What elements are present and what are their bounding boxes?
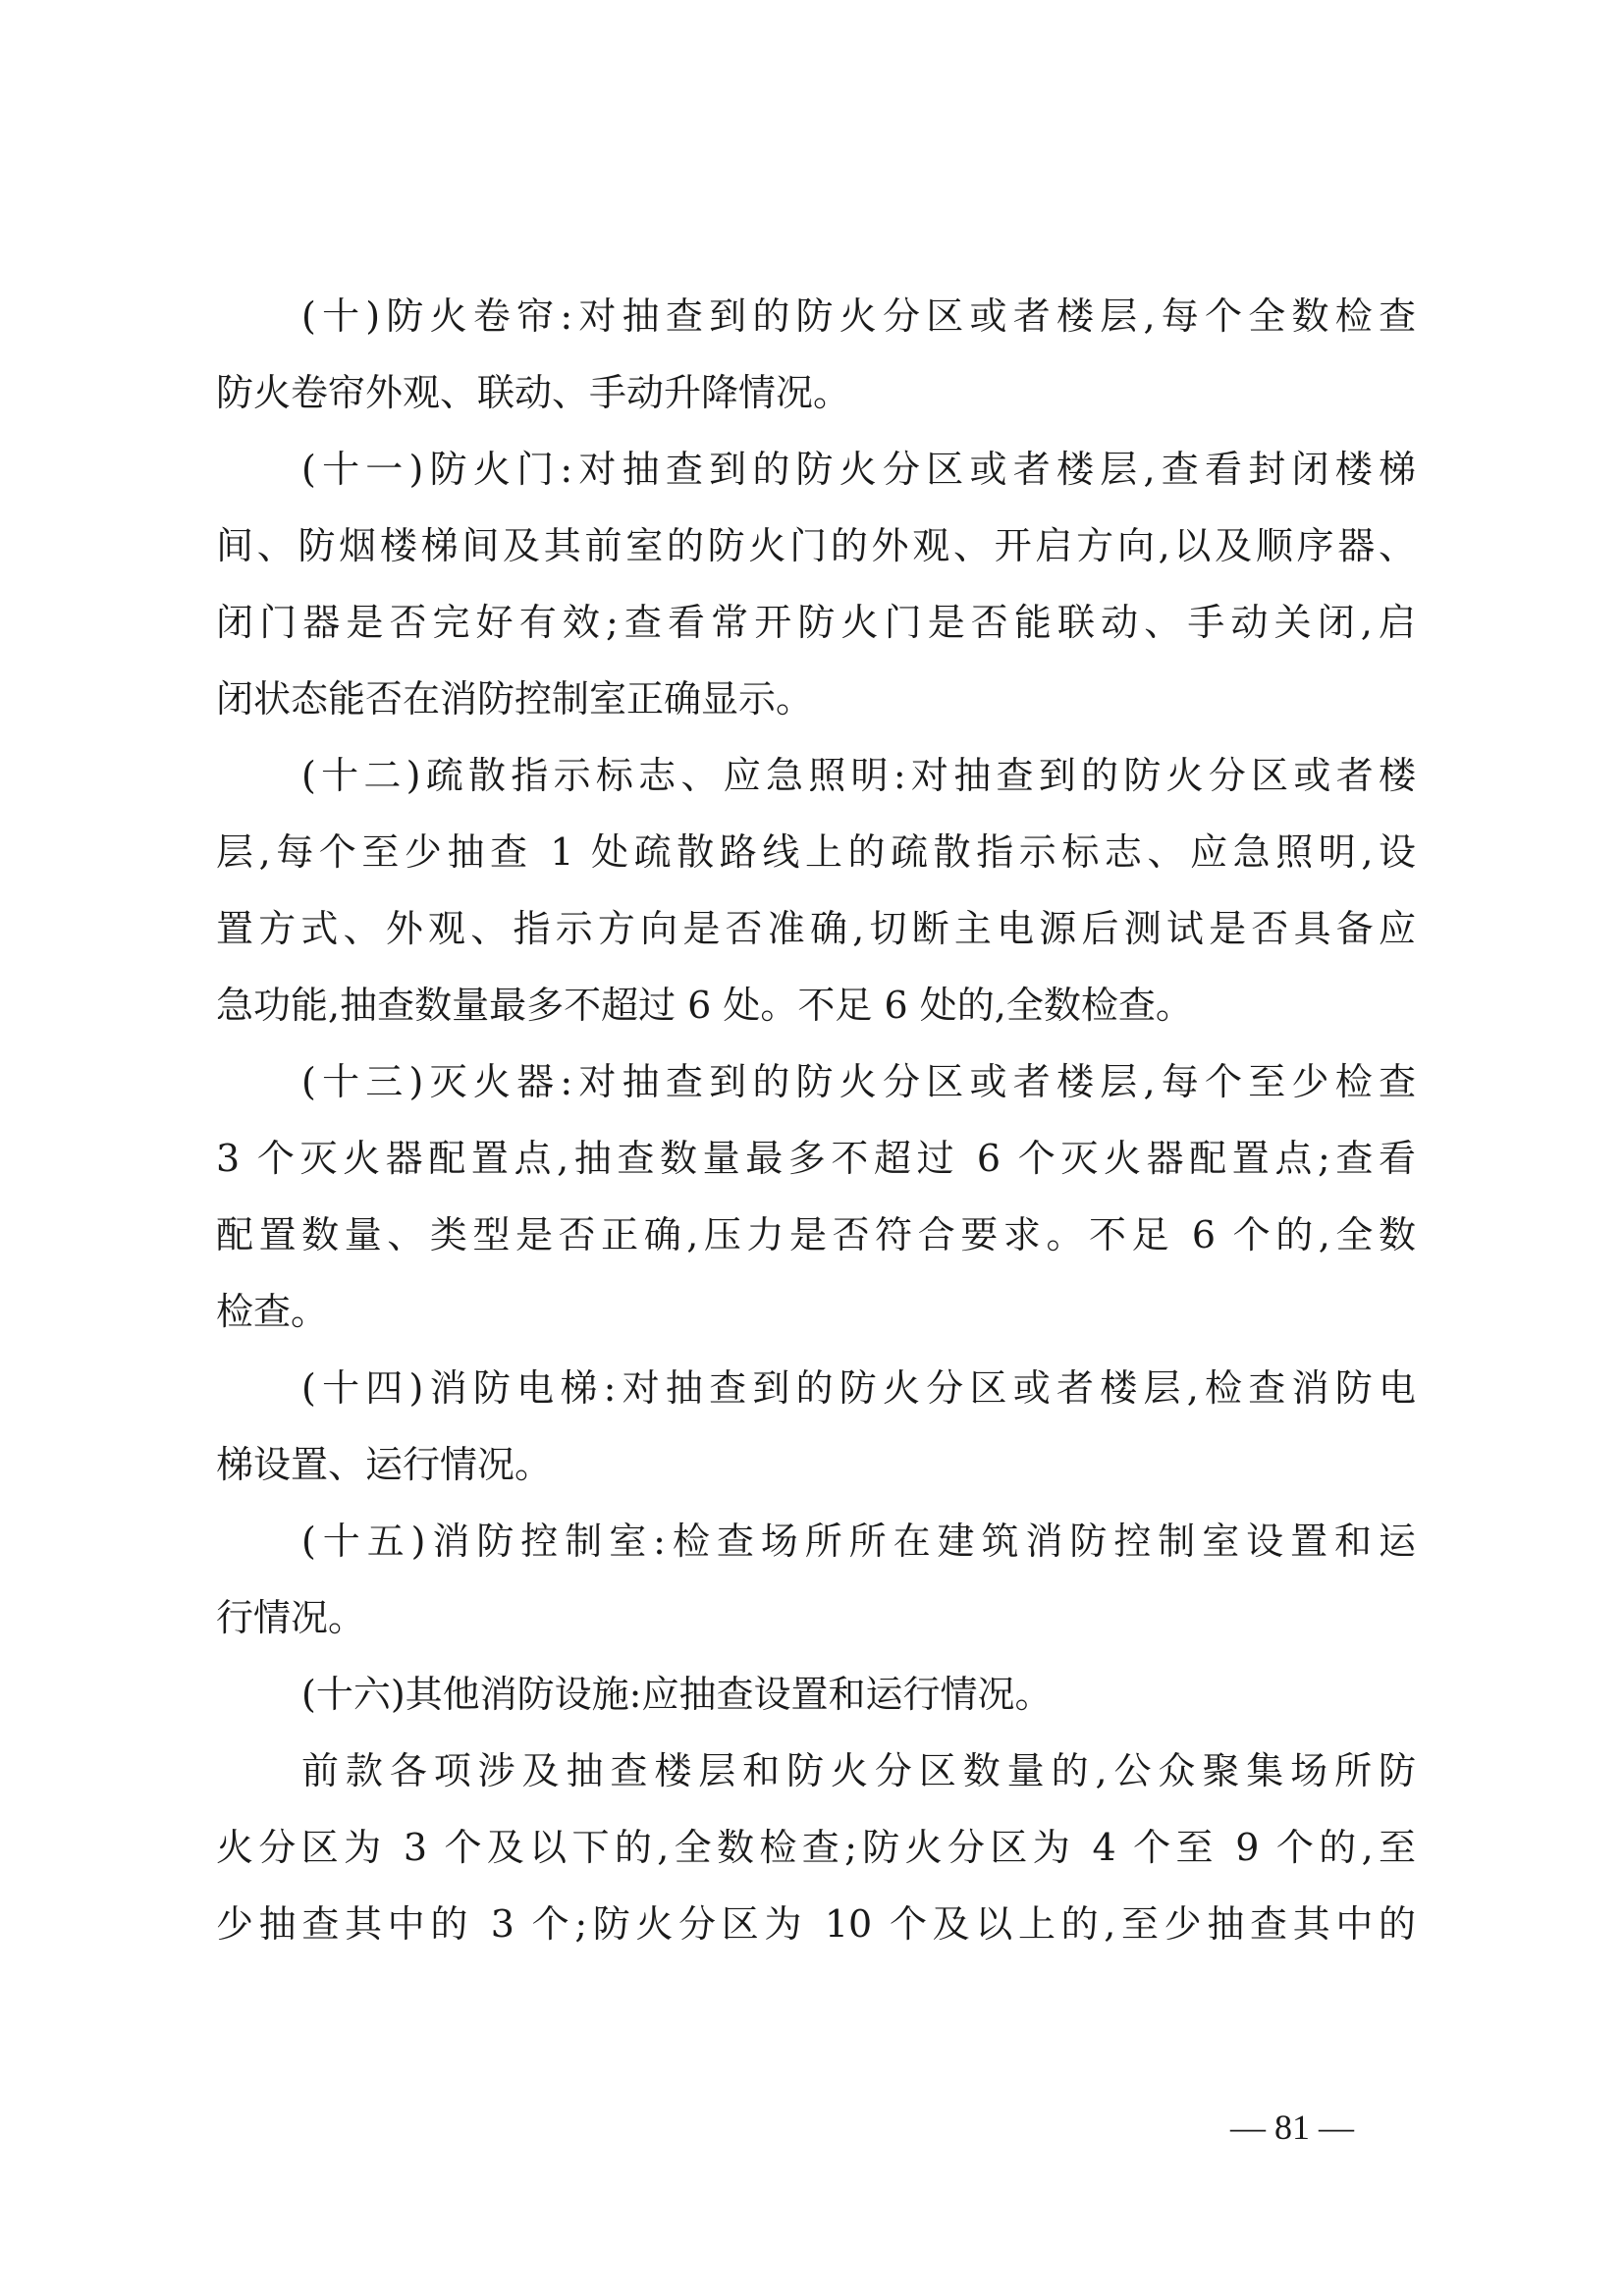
text-line: 配置数量、类型是否正确,压力是否符合要求。不足 6 个的,全数	[216, 1213, 1416, 1256]
text-line: 防火卷帘外观、联动、手动升降情况。	[216, 371, 851, 414]
text-line: 3 个灭火器配置点,抽查数量最多不超过 6 个灭火器配置点;查看	[216, 1137, 1416, 1180]
text-line: (十二)疏散指示标志、应急照明:对抽查到的防火分区或者楼	[301, 754, 1416, 797]
text-line: 少抽查其中的 3 个;防火分区为 10 个及以上的,至少抽查其中的	[216, 1902, 1416, 1946]
text-line: (十)防火卷帘:对抽查到的防火分区或者楼层,每个全数检查	[301, 294, 1416, 338]
text-line: 行情况。	[216, 1596, 366, 1639]
text-line: (十四)消防电梯:对抽查到的防火分区或者楼层,检查消防电	[301, 1366, 1416, 1410]
page-number: — 81 —	[1230, 2108, 1354, 2147]
text-line: 闭状态能否在消防控制室正确显示。	[216, 677, 814, 721]
text-line: (十一)防火门:对抽查到的防火分区或者楼层,查看封闭楼梯	[301, 448, 1416, 491]
text-line: 间、防烟楼梯间及其前室的防火门的外观、开启方向,以及顺序器、	[216, 524, 1416, 567]
text-line: 急功能,抽查数量最多不超过 6 处。不足 6 处的,全数检查。	[216, 984, 1193, 1027]
text-line: 检查。	[216, 1290, 329, 1333]
text-line: (十六)其他消防设施:应抽查设置和运行情况。	[301, 1673, 1053, 1716]
text-line: 闭门器是否完好有效;查看常开防火门是否能联动、手动关闭,启	[216, 601, 1416, 644]
text-line: 火分区为 3 个及以下的,全数检查;防火分区为 4 个至 9 个的,至	[216, 1826, 1416, 1869]
text-line: 层,每个至少抽查 1 处疏散路线上的疏散指示标志、应急照明,设	[216, 830, 1416, 874]
text-line: 梯设置、运行情况。	[216, 1443, 553, 1486]
text-line: (十三)灭火器:对抽查到的防火分区或者楼层,每个至少检查	[301, 1060, 1416, 1103]
text-line: 前款各项涉及抽查楼层和防火分区数量的,公众聚集场所防	[301, 1749, 1416, 1792]
text-line: (十五)消防控制室:检查场所所在建筑消防控制室设置和运	[301, 1520, 1416, 1563]
text-line: 置方式、外观、指示方向是否准确,切断主电源后测试是否具备应	[216, 907, 1416, 950]
